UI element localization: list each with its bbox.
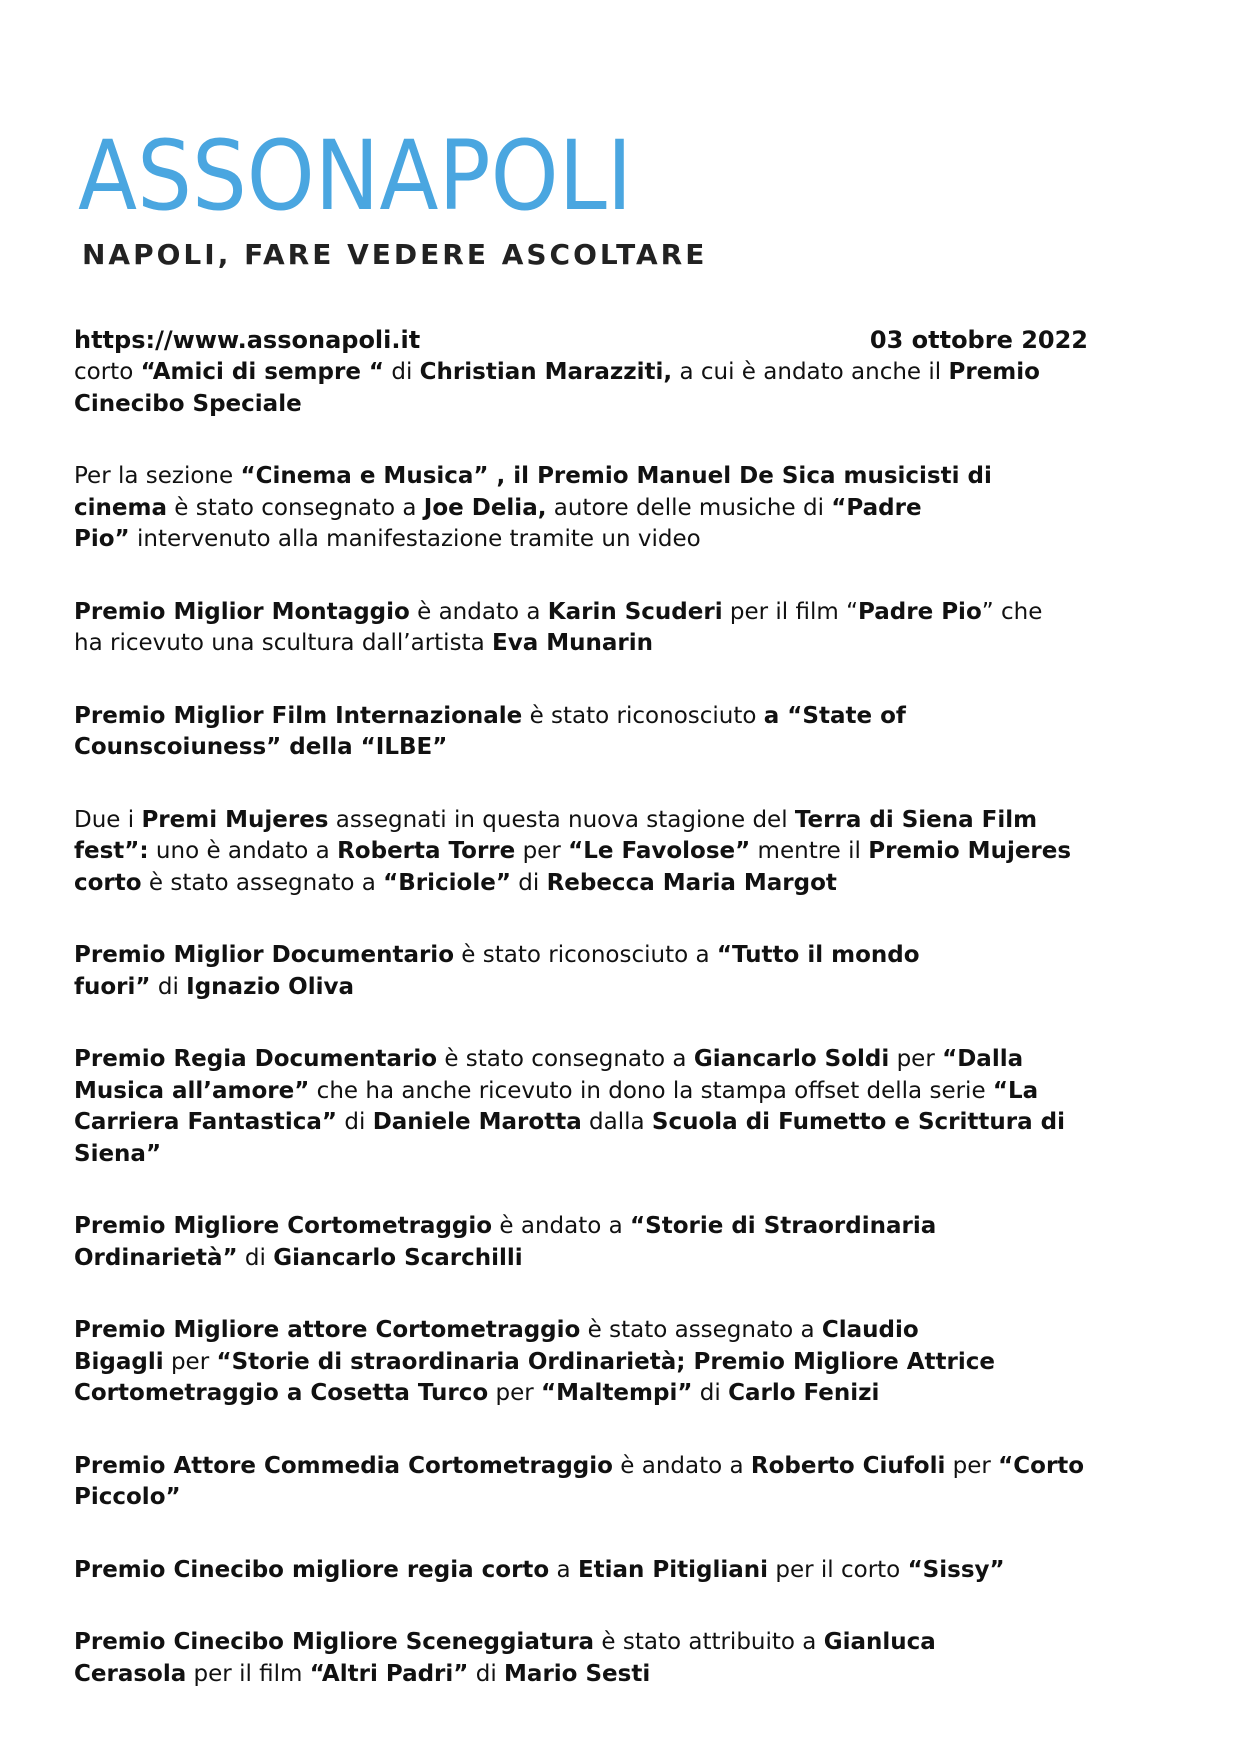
text-run: per il corto — [768, 1556, 908, 1583]
bold-text-run: Premio Miglior Montaggio — [74, 598, 410, 625]
text-run: Per la sezione — [74, 463, 241, 489]
bold-text-run: Counscoiuness” della “ILBE” — [74, 734, 448, 760]
bold-text-run: Premio Miglior Documentario — [74, 942, 454, 968]
text-run: per — [889, 1046, 943, 1072]
text-run: di — [150, 973, 187, 1000]
text-run: Due i — [74, 806, 142, 833]
text-run: uno è andato a — [148, 838, 338, 864]
paragraph — [74, 1627, 1164, 1690]
bold-text-run: Premio — [948, 359, 1040, 385]
bold-text-run: “Tutto il mondo — [716, 942, 920, 968]
bold-text-run: Claudio — [821, 1317, 919, 1343]
bold-text-run: Premio Migliore Cortometraggio — [74, 1213, 493, 1239]
bold-text-run: Premio Regia Documentario — [74, 1046, 438, 1072]
bold-text-run: “La — [992, 1077, 1039, 1104]
text-run: per — [163, 1348, 217, 1375]
logo — [78, 120, 718, 271]
bold-text-run: Premio Cinecibo migliore regia corto — [74, 1556, 550, 1583]
site-url[interactable]: https://www.assonapoli.it — [74, 326, 421, 354]
text-run: è andato a — [492, 1213, 631, 1239]
bold-text-run: “Sissy” — [907, 1556, 1005, 1583]
text-run: è stato assegnato a — [580, 1317, 822, 1343]
bold-text-run: Christian Marazziti, — [419, 359, 673, 385]
bold-text-run: Cortometraggio a Cosetta Turco — [74, 1380, 489, 1406]
bold-text-run: “Padre — [831, 494, 922, 521]
bold-text-run: Joe Delia, — [423, 494, 547, 521]
bold-text-run: fest”: — [74, 838, 149, 864]
text-run: per il film — [186, 1660, 310, 1687]
bold-text-run: “Briciole” — [383, 869, 511, 896]
paragraph — [74, 940, 1164, 1003]
bold-text-run: Padre Pio — [858, 598, 982, 625]
bold-text-run: Cinecibo Speciale — [74, 390, 302, 417]
bold-text-run: Eva Munarin — [491, 630, 653, 656]
text-run: di — [237, 1244, 274, 1271]
text-run: mentre il — [750, 838, 869, 864]
bold-text-run: “Corto — [998, 1452, 1085, 1479]
bold-text-run: Giancarlo Soldi — [693, 1046, 890, 1072]
paragraph — [74, 597, 1164, 660]
bold-text-run: corto — [74, 869, 142, 896]
bold-text-run: Siena” — [74, 1140, 162, 1167]
text-run: è andato a — [612, 1452, 751, 1479]
paragraph — [74, 1211, 1164, 1274]
bold-text-run: Mario Sesti — [504, 1660, 651, 1687]
bold-text-run: fuori” — [74, 973, 151, 1000]
text-run: corto — [74, 359, 141, 385]
text-run: dalla — [581, 1109, 652, 1135]
logo-subtitle: NAPOLI, FARE VEDERE ASCOLTARE — [82, 238, 708, 271]
text-run: che ha anche ricevuto in dono la stampa offset della serie — [309, 1077, 993, 1104]
bold-text-run: Pio” — [74, 526, 130, 552]
text-run: per — [515, 838, 569, 864]
text-run: di — [337, 1109, 373, 1135]
text-run: è andato a — [409, 598, 548, 625]
text-run: di — [384, 359, 420, 385]
text-run: ha ricevuto una scultura dall’artista — [74, 630, 492, 656]
text-run: autore delle musiche di — [546, 494, 832, 521]
text-run: è stato assegnato a — [141, 869, 384, 896]
bold-text-run: Carriera Fantastica” — [74, 1109, 338, 1135]
text-run: per — [945, 1452, 999, 1479]
paragraph — [74, 1044, 1164, 1170]
bold-text-run: Ordinarietà” — [74, 1244, 238, 1271]
text-run: a cui è andato anche il — [672, 359, 949, 385]
bold-text-run: Premi Mujeres — [141, 806, 329, 833]
bold-text-run: Rebecca Maria Margot — [546, 869, 837, 896]
bold-text-run: “Dalla — [942, 1046, 1024, 1072]
bold-text-run: Bigagli — [74, 1348, 164, 1375]
bold-text-run: Daniele Marotta — [372, 1109, 582, 1135]
bold-text-run: Etian Pitigliani — [577, 1556, 769, 1583]
paragraph — [74, 1451, 1164, 1514]
paragraph — [74, 805, 1164, 900]
bold-text-run: “Amici di sempre “ — [140, 359, 385, 385]
bold-text-run: Karin Scuderi — [547, 598, 723, 625]
header-row — [74, 322, 1088, 358]
bold-text-run: Roberto Ciufoli — [750, 1452, 946, 1479]
bold-text-run: Giancarlo Scarchilli — [273, 1244, 523, 1271]
text-run: per il film “ — [722, 598, 859, 625]
paragraph — [74, 701, 1164, 764]
paragraph — [74, 1555, 1164, 1587]
bold-text-run: Premio Attore Commedia Cortometraggio — [74, 1452, 613, 1479]
bold-text-run: Musica all’amore” — [74, 1077, 310, 1104]
bold-text-run: Roberta Torre — [337, 838, 516, 864]
bold-text-run: Terra di Siena Film — [794, 806, 1038, 833]
publication-date: 03 ottobre 2022 — [869, 326, 1088, 354]
bold-text-run: “Altri Padri” — [309, 1660, 469, 1687]
text-run: è stato consegnato a — [437, 1046, 694, 1072]
bold-text-run: “Storie di Straordinaria — [630, 1213, 937, 1239]
text-run: è stato riconosciuto — [522, 702, 764, 729]
text-run: assegnati in questa nuova stagione del — [328, 806, 795, 833]
text-run: intervenuto alla manifestazione tramite un video — [129, 526, 701, 552]
paragraph — [74, 1315, 1164, 1410]
paragraph — [74, 357, 1164, 420]
text-run: per — [488, 1380, 542, 1406]
bold-text-run: Ignazio Oliva — [186, 973, 354, 1000]
bold-text-run: “Cinema e Musica” , il Premio Manuel De Sica musicisti di — [240, 463, 992, 489]
bold-text-run: Premio Migliore attore Cortometraggio — [74, 1317, 581, 1343]
bold-text-run: Premio Mujeres — [868, 838, 1072, 864]
bold-text-run: Piccolo” — [74, 1484, 181, 1510]
text-run: di — [692, 1380, 729, 1406]
logo-title: ASSONAPOLI — [78, 120, 633, 232]
text-run: di — [468, 1660, 505, 1687]
bold-text-run: Carlo Fenizi — [728, 1380, 880, 1406]
bold-text-run: Cerasola — [74, 1660, 187, 1687]
bold-text-run: “Storie di straordinaria Ordinarietà; Premio Migliore Attrice — [216, 1348, 995, 1375]
text-run: è stato riconosciuto a — [454, 942, 717, 968]
bold-text-run: Gianluca — [823, 1629, 936, 1655]
bold-text-run: Premio Miglior Film Internazionale — [74, 702, 523, 729]
bold-text-run: cinema — [74, 494, 167, 521]
bold-text-run: “Le Favolose” — [568, 838, 751, 864]
text-run: ” che — [981, 598, 1043, 625]
bold-text-run: “Maltempi” — [541, 1380, 693, 1406]
text-run: di — [510, 869, 547, 896]
bold-text-run: a “State of — [763, 702, 906, 729]
text-run: a — [549, 1556, 578, 1583]
bold-text-run: Premio Cinecibo Migliore Sceneggiatura — [74, 1629, 595, 1655]
text-run: è stato attribuito a — [594, 1629, 824, 1655]
paragraph — [74, 461, 1164, 556]
text-run: è stato consegnato a — [166, 494, 424, 521]
bold-text-run: Scuola di Fumetto e Scrittura di — [651, 1109, 1065, 1135]
article-body — [74, 357, 1164, 1731]
